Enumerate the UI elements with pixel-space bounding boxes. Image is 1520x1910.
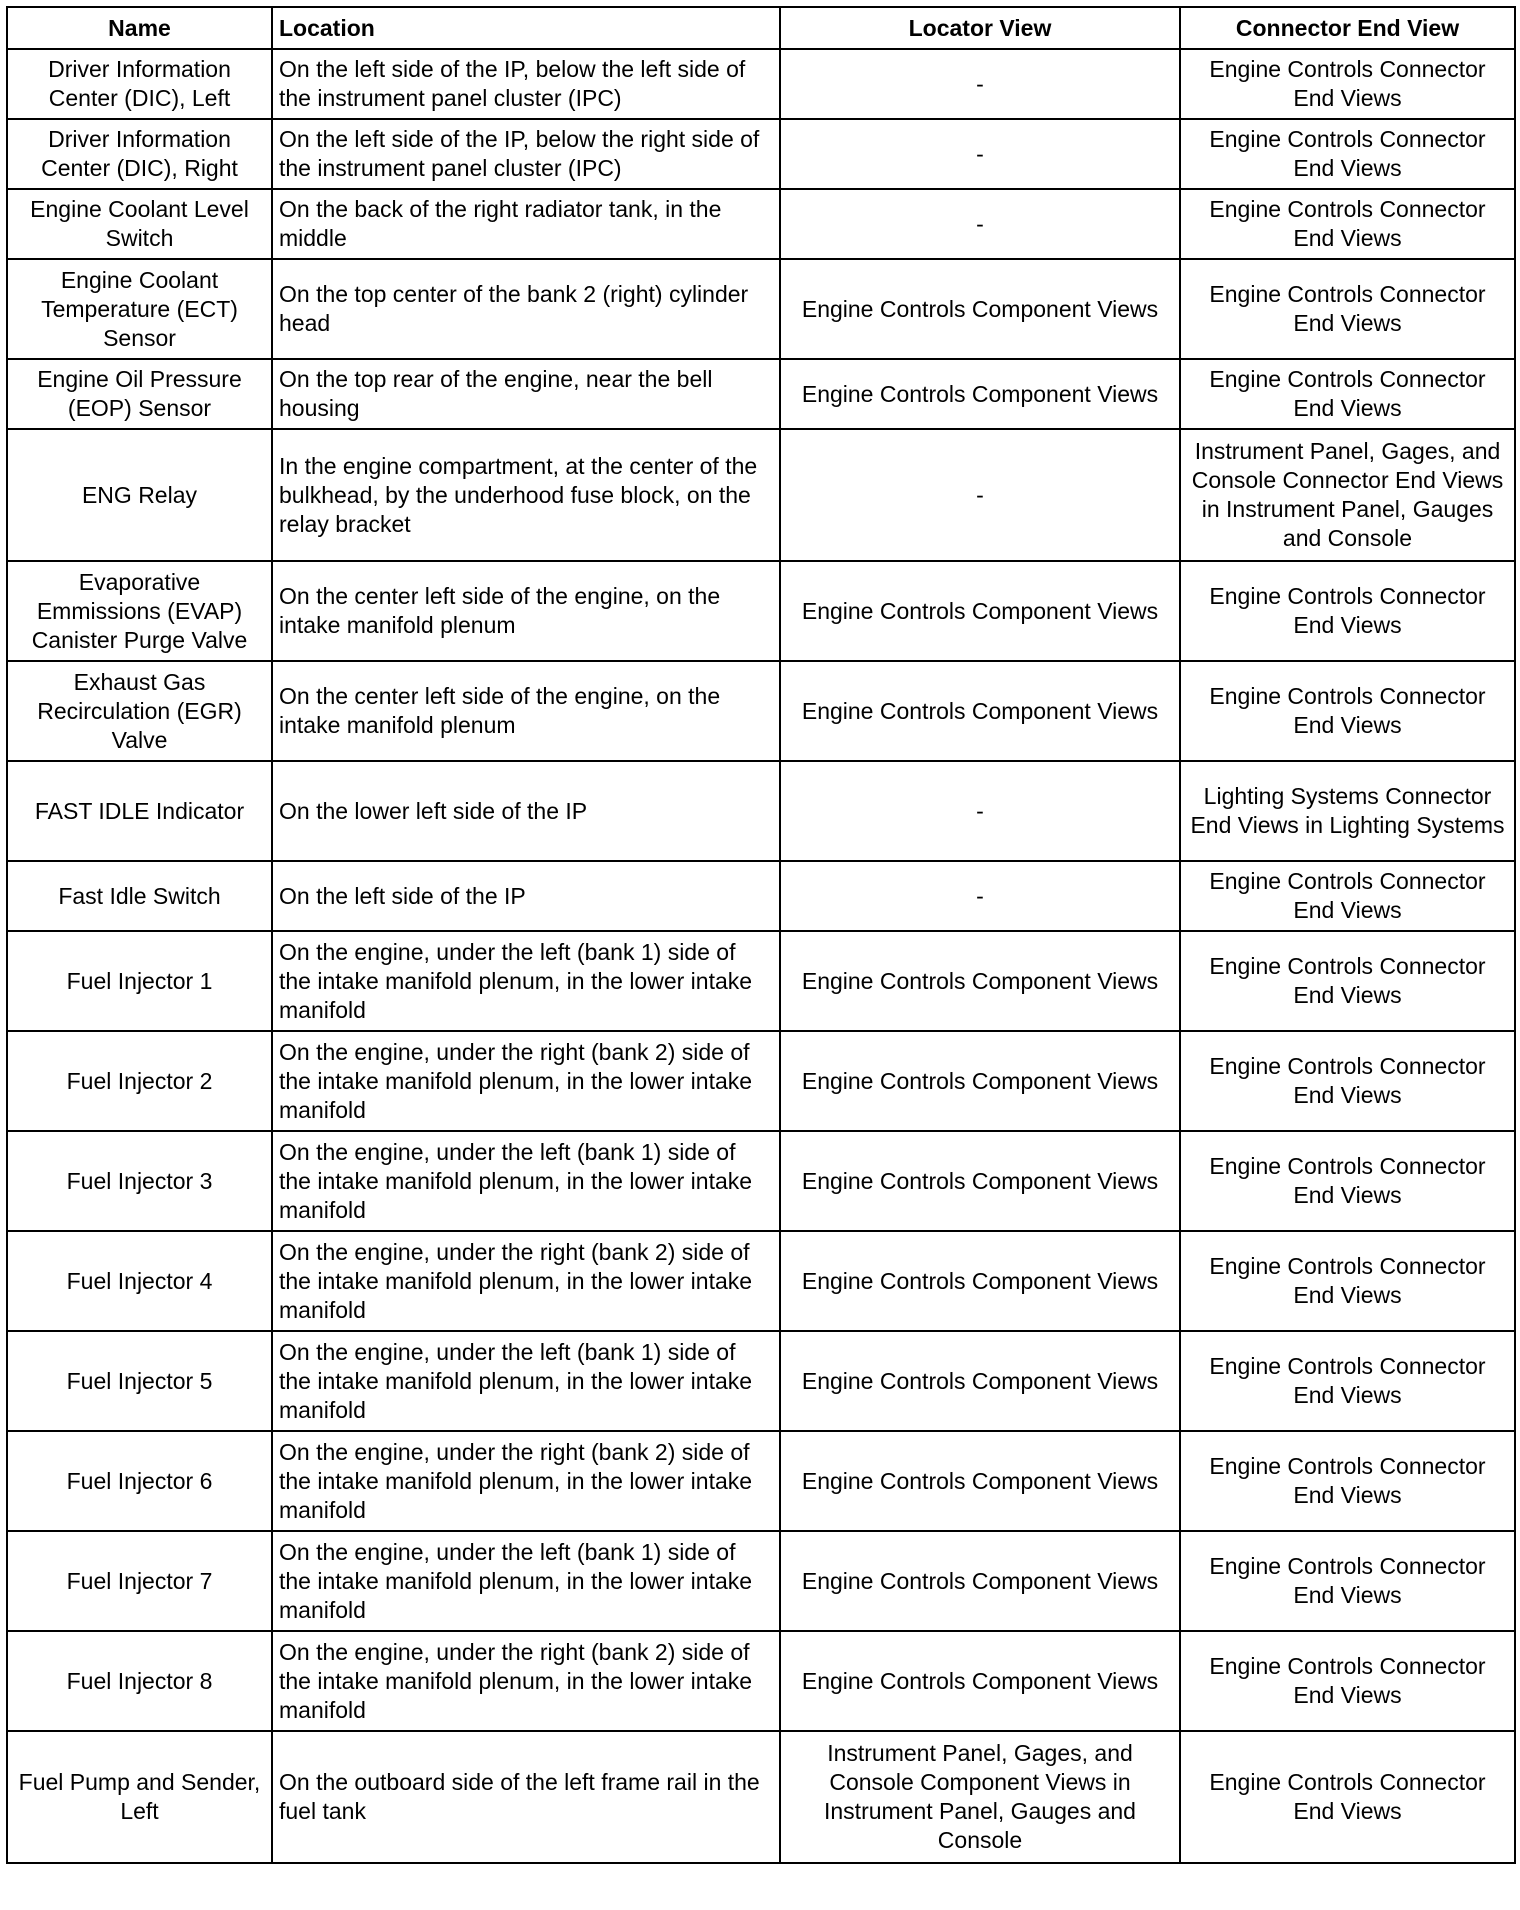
cell-connector-end-view: Engine Controls Connector End Views xyxy=(1180,561,1515,661)
table-row xyxy=(7,429,1515,561)
header-name: Name xyxy=(7,7,272,49)
cell-locator-view: Engine Controls Component Views xyxy=(780,661,1180,761)
cell-name: Evaporative Emmissions (EVAP) Canister Purge Valve xyxy=(7,561,272,661)
table-row xyxy=(7,49,1515,119)
cell-connector-end-view: Engine Controls Connector End Views xyxy=(1180,1031,1515,1131)
table-row xyxy=(7,1631,1515,1731)
cell-locator-view: Engine Controls Component Views xyxy=(780,259,1180,359)
cell-name: Driver Information Center (DIC), Left xyxy=(7,49,272,119)
cell-name: Fuel Pump and Sender, Left xyxy=(7,1731,272,1863)
cell-location: On the top center of the bank 2 (right) cylinder head xyxy=(272,259,780,359)
header-locator-view: Locator View xyxy=(780,7,1180,49)
cell-locator-view: - xyxy=(780,761,1180,861)
cell-locator-view: - xyxy=(780,861,1180,931)
cell-connector-end-view: Engine Controls Connector End Views xyxy=(1180,49,1515,119)
cell-locator-view: Engine Controls Component Views xyxy=(780,1131,1180,1231)
cell-locator-view: - xyxy=(780,49,1180,119)
cell-connector-end-view: Engine Controls Connector End Views xyxy=(1180,1231,1515,1331)
cell-location: On the engine, under the left (bank 1) side of the intake manifold plenum, in the lower intake manifold xyxy=(272,931,780,1031)
component-locator-table-container xyxy=(6,6,1516,1864)
cell-name: ENG Relay xyxy=(7,429,272,561)
table-header-row xyxy=(7,7,1515,49)
table-row xyxy=(7,1131,1515,1231)
table-row xyxy=(7,561,1515,661)
cell-location: On the outboard side of the left frame rail in the fuel tank xyxy=(272,1731,780,1863)
cell-name: Fuel Injector 5 xyxy=(7,1331,272,1431)
cell-name: Engine Coolant Level Switch xyxy=(7,189,272,259)
cell-connector-end-view: Engine Controls Connector End Views xyxy=(1180,931,1515,1031)
cell-location: On the engine, under the right (bank 2) side of the intake manifold plenum, in the lower intake manifold xyxy=(272,1231,780,1331)
cell-connector-end-view: Lighting Systems Connector End Views in Lighting Systems xyxy=(1180,761,1515,861)
cell-name: Fuel Injector 8 xyxy=(7,1631,272,1731)
cell-name: Fuel Injector 3 xyxy=(7,1131,272,1231)
cell-connector-end-view: Engine Controls Connector End Views xyxy=(1180,1531,1515,1631)
cell-location: On the engine, under the left (bank 1) side of the intake manifold plenum, in the lower intake manifold xyxy=(272,1331,780,1431)
cell-location: On the engine, under the left (bank 1) side of the intake manifold plenum, in the lower intake manifold xyxy=(272,1531,780,1631)
cell-locator-view: Engine Controls Component Views xyxy=(780,1031,1180,1131)
cell-locator-view: Engine Controls Component Views xyxy=(780,1431,1180,1531)
cell-connector-end-view: Engine Controls Connector End Views xyxy=(1180,359,1515,429)
cell-connector-end-view: Engine Controls Connector End Views xyxy=(1180,119,1515,189)
cell-connector-end-view: Engine Controls Connector End Views xyxy=(1180,1131,1515,1231)
table-row xyxy=(7,1731,1515,1863)
table-row xyxy=(7,359,1515,429)
table-row xyxy=(7,1431,1515,1531)
header-location: Location xyxy=(272,7,780,49)
cell-connector-end-view: Engine Controls Connector End Views xyxy=(1180,1731,1515,1863)
cell-name: Engine Oil Pressure (EOP) Sensor xyxy=(7,359,272,429)
cell-name: Fuel Injector 7 xyxy=(7,1531,272,1631)
cell-locator-view: Instrument Panel, Gages, and Console Component Views in Instrument Panel, Gauges and Console xyxy=(780,1731,1180,1863)
cell-name: Fuel Injector 1 xyxy=(7,931,272,1031)
cell-location: On the back of the right radiator tank, in the middle xyxy=(272,189,780,259)
cell-name: FAST IDLE Indicator xyxy=(7,761,272,861)
cell-location: On the left side of the IP xyxy=(272,861,780,931)
table-row xyxy=(7,761,1515,861)
cell-locator-view: Engine Controls Component Views xyxy=(780,1331,1180,1431)
cell-locator-view: Engine Controls Component Views xyxy=(780,931,1180,1031)
component-locator-table xyxy=(6,6,1516,1864)
cell-connector-end-view: Engine Controls Connector End Views xyxy=(1180,1431,1515,1531)
table-row xyxy=(7,119,1515,189)
cell-locator-view: Engine Controls Component Views xyxy=(780,1231,1180,1331)
cell-connector-end-view: Engine Controls Connector End Views xyxy=(1180,1331,1515,1431)
cell-connector-end-view: Engine Controls Connector End Views xyxy=(1180,259,1515,359)
cell-location: On the center left side of the engine, on the intake manifold plenum xyxy=(272,661,780,761)
cell-connector-end-view: Engine Controls Connector End Views xyxy=(1180,189,1515,259)
cell-name: Fuel Injector 4 xyxy=(7,1231,272,1331)
cell-name: Engine Coolant Temperature (ECT) Sensor xyxy=(7,259,272,359)
cell-connector-end-view: Engine Controls Connector End Views xyxy=(1180,861,1515,931)
cell-location: On the left side of the IP, below the left side of the instrument panel cluster (IPC) xyxy=(272,49,780,119)
table-row xyxy=(7,661,1515,761)
cell-locator-view: Engine Controls Component Views xyxy=(780,561,1180,661)
cell-connector-end-view: Engine Controls Connector End Views xyxy=(1180,1631,1515,1731)
cell-name: Driver Information Center (DIC), Right xyxy=(7,119,272,189)
table-row xyxy=(7,1331,1515,1431)
table-row xyxy=(7,1231,1515,1331)
cell-location: On the left side of the IP, below the right side of the instrument panel cluster (IPC) xyxy=(272,119,780,189)
table-row xyxy=(7,1531,1515,1631)
cell-location: On the engine, under the right (bank 2) side of the intake manifold plenum, in the lower intake manifold xyxy=(272,1631,780,1731)
cell-connector-end-view: Instrument Panel, Gages, and Console Connector End Views in Instrument Panel, Gauges and Console xyxy=(1180,429,1515,561)
cell-locator-view: Engine Controls Component Views xyxy=(780,359,1180,429)
cell-locator-view: - xyxy=(780,429,1180,561)
cell-location: In the engine compartment, at the center of the bulkhead, by the underhood fuse block, on the relay bracket xyxy=(272,429,780,561)
table-row xyxy=(7,1031,1515,1131)
cell-location: On the top rear of the engine, near the bell housing xyxy=(272,359,780,429)
table-row xyxy=(7,259,1515,359)
cell-locator-view: Engine Controls Component Views xyxy=(780,1631,1180,1731)
cell-locator-view: - xyxy=(780,189,1180,259)
table-row xyxy=(7,861,1515,931)
cell-name: Fast Idle Switch xyxy=(7,861,272,931)
table-row xyxy=(7,931,1515,1031)
cell-location: On the lower left side of the IP xyxy=(272,761,780,861)
cell-name: Fuel Injector 6 xyxy=(7,1431,272,1531)
cell-location: On the center left side of the engine, on the intake manifold plenum xyxy=(272,561,780,661)
cell-locator-view: - xyxy=(780,119,1180,189)
cell-connector-end-view: Engine Controls Connector End Views xyxy=(1180,661,1515,761)
cell-location: On the engine, under the right (bank 2) side of the intake manifold plenum, in the lower intake manifold xyxy=(272,1031,780,1131)
cell-location: On the engine, under the right (bank 2) side of the intake manifold plenum, in the lower intake manifold xyxy=(272,1431,780,1531)
cell-name: Fuel Injector 2 xyxy=(7,1031,272,1131)
cell-locator-view: Engine Controls Component Views xyxy=(780,1531,1180,1631)
cell-location: On the engine, under the left (bank 1) side of the intake manifold plenum, in the lower intake manifold xyxy=(272,1131,780,1231)
cell-name: Exhaust Gas Recirculation (EGR) Valve xyxy=(7,661,272,761)
table-row xyxy=(7,189,1515,259)
header-connector-end-view: Connector End View xyxy=(1180,7,1515,49)
